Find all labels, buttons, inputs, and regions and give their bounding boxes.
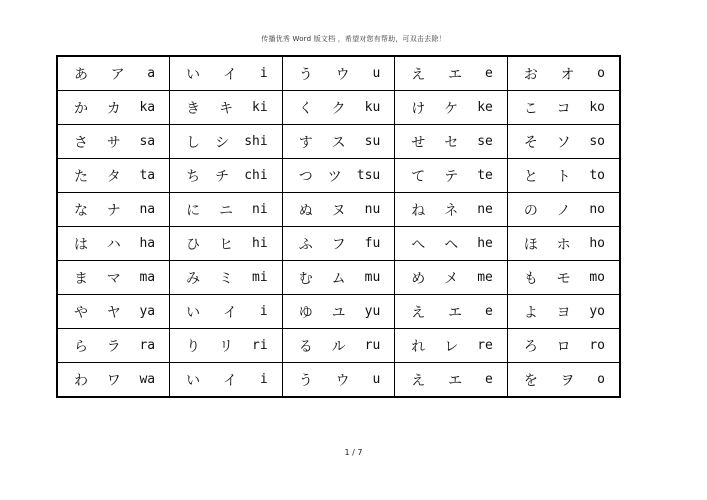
romaji-text: i (259, 304, 268, 319)
kana-cell-content (170, 200, 282, 220)
kana-cell (170, 159, 283, 193)
table-row (57, 159, 620, 193)
hiragana-text: な (74, 202, 88, 219)
romaji-text: mo (589, 270, 605, 285)
romaji-text: na (139, 202, 156, 217)
kana-cell-content (283, 98, 395, 118)
hiragana-text: は (74, 236, 88, 253)
kana-cell (507, 363, 620, 398)
romaji-text: he (477, 236, 493, 251)
katakana-text: ト (556, 168, 571, 185)
kana-cell-content (58, 302, 169, 322)
romaji-text: chi (244, 168, 268, 183)
katakana-text: ニ (219, 202, 234, 219)
kana-cell-content (170, 336, 282, 356)
katakana-text: レ (444, 338, 459, 355)
kana-cell-content (508, 336, 619, 356)
romaji-text: ro (589, 338, 605, 353)
kana-cell (282, 363, 395, 398)
romaji-text: ya (139, 304, 156, 319)
romaji-text: wa (139, 372, 156, 387)
romaji-text: e (485, 304, 493, 319)
kana-cell (395, 125, 508, 159)
document-header-note: 传播优秀 Word 版文档 ，希望对您有帮助，可双击去除！ (261, 35, 446, 43)
kana-cell-content (283, 268, 395, 288)
romaji-text: mu (364, 270, 381, 285)
katakana-text: ノ (556, 202, 571, 219)
romaji-text: ta (139, 168, 156, 183)
hiragana-text: そ (523, 134, 538, 151)
kana-cell (395, 329, 508, 363)
kana-cell-content (508, 268, 619, 288)
romaji-text: ho (589, 236, 605, 251)
hiragana-text: お (523, 66, 538, 83)
kana-cell (282, 56, 395, 91)
romaji-text: ke (477, 100, 493, 115)
kana-cell (395, 159, 508, 193)
hiragana-text: ほ (523, 236, 538, 253)
hiragana-text: し (186, 134, 201, 151)
hiragana-text: り (186, 338, 201, 355)
hiragana-text: え (411, 304, 426, 321)
hiragana-text: き (186, 100, 201, 117)
kana-cell (57, 295, 170, 329)
katakana-text: ク (331, 100, 346, 117)
hiragana-text: か (74, 100, 88, 117)
romaji-text: so (589, 134, 605, 149)
kana-cell-content (170, 132, 282, 152)
katakana-text: タ (106, 168, 121, 185)
kana-cell (170, 125, 283, 159)
kana-cell-content (283, 234, 395, 254)
romaji-text: ma (139, 270, 156, 285)
hiragana-text: ひ (186, 236, 201, 253)
hiragana-text: ま (74, 270, 88, 287)
kana-cell (395, 227, 508, 261)
romaji-text: ki (252, 100, 268, 115)
kana-cell-content (508, 302, 619, 322)
katakana-text: ヘ (444, 236, 459, 253)
katakana-text: イ (222, 372, 237, 389)
romaji-text: shi (244, 134, 268, 149)
hiragana-text: れ (411, 338, 426, 355)
kana-cell (395, 295, 508, 329)
katakana-text: テ (444, 168, 459, 185)
hiragana-text: て (411, 168, 426, 185)
romaji-text: mi (252, 270, 268, 285)
katakana-text: ホ (556, 236, 571, 253)
kana-cell (507, 227, 620, 261)
katakana-text: ス (331, 134, 346, 151)
hiragana-text: う (298, 372, 313, 389)
katakana-text: ア (110, 66, 125, 83)
table-row (57, 91, 620, 125)
romaji-text: ra (139, 338, 156, 353)
hiragana-text: み (186, 270, 201, 287)
kana-cell (170, 193, 283, 227)
table-row (57, 329, 620, 363)
hiragana-text: ぬ (298, 202, 313, 219)
kana-cell (170, 261, 283, 295)
kana-cell-content (58, 268, 169, 288)
romaji-text: ru (364, 338, 381, 353)
hiragana-text: つ (298, 168, 313, 185)
romaji-text: te (477, 168, 493, 183)
table-row (57, 261, 620, 295)
kana-cell-content (395, 234, 507, 254)
kana-cell (507, 125, 620, 159)
romaji-text: i (259, 372, 268, 387)
katakana-text: ツ (327, 168, 342, 185)
romaji-text: ri (252, 338, 268, 353)
kana-cell-content (508, 132, 619, 152)
hiragana-text: い (186, 304, 201, 321)
kana-cell (57, 91, 170, 125)
hiragana-text: え (411, 66, 426, 83)
hiragana-text: く (298, 100, 313, 117)
hiragana-text: う (298, 66, 313, 83)
katakana-text: セ (444, 134, 459, 151)
hiragana-text: に (186, 202, 201, 219)
kana-cell-content (395, 370, 507, 390)
hiragana-text: も (523, 270, 538, 287)
kana-cell (57, 193, 170, 227)
kana-cell-content (58, 98, 169, 118)
kana-cell-content (283, 302, 395, 322)
romaji-text: ne (477, 202, 493, 217)
romaji-text: a (147, 66, 156, 81)
kana-cell-content (395, 64, 507, 84)
kana-cell-content (508, 98, 619, 118)
hiragana-text: ふ (298, 236, 313, 253)
kana-cell-content (283, 132, 395, 152)
romaji-text: yo (589, 304, 605, 319)
kana-table-body (57, 56, 620, 397)
katakana-text: オ (560, 66, 575, 83)
kana-cell-content (508, 200, 619, 220)
kana-cell (395, 91, 508, 125)
kana-cell-content (170, 64, 282, 84)
kana-cell (170, 227, 283, 261)
katakana-text: ヒ (219, 236, 234, 253)
katakana-text: ナ (106, 202, 121, 219)
kana-cell (170, 91, 283, 125)
hiragana-text: い (186, 66, 201, 83)
hiragana-text: あ (74, 66, 88, 83)
kana-cell-content (283, 336, 395, 356)
romaji-text: se (477, 134, 493, 149)
katakana-text: ム (331, 270, 346, 287)
kana-cell (57, 261, 170, 295)
katakana-text: エ (448, 66, 463, 83)
kana-cell (507, 193, 620, 227)
katakana-text: コ (556, 100, 571, 117)
kana-cell-content (395, 200, 507, 220)
katakana-text: ヲ (560, 372, 575, 389)
romaji-text: ko (589, 100, 605, 115)
katakana-text: カ (106, 100, 121, 117)
katakana-text: モ (556, 270, 571, 287)
kana-cell (507, 329, 620, 363)
kana-cell (395, 56, 508, 91)
kana-cell (170, 329, 283, 363)
kana-cell-content (58, 234, 169, 254)
kana-cell-content (58, 64, 169, 84)
romaji-text: e (485, 66, 493, 81)
kana-cell (395, 193, 508, 227)
katakana-text: ラ (106, 338, 121, 355)
kana-cell (57, 363, 170, 398)
kana-cell (507, 261, 620, 295)
hiragana-text: わ (74, 372, 88, 389)
katakana-text: マ (106, 270, 121, 287)
hiragana-text: え (411, 372, 426, 389)
kana-chart-table (56, 55, 621, 398)
katakana-text: エ (448, 304, 463, 321)
page-number: 1 / 7 (344, 448, 363, 457)
romaji-text: ha (139, 236, 156, 251)
kana-cell-content (170, 268, 282, 288)
katakana-text: フ (331, 236, 346, 253)
hiragana-text: と (523, 168, 538, 185)
hiragana-text: ら (74, 338, 88, 355)
kana-cell (282, 261, 395, 295)
table-row (57, 295, 620, 329)
romaji-text: ni (252, 202, 268, 217)
hiragana-text: む (298, 270, 313, 287)
kana-cell-content (170, 370, 282, 390)
romaji-text: o (597, 372, 605, 387)
katakana-text: メ (444, 270, 459, 287)
hiragana-text: よ (523, 304, 538, 321)
kana-cell (170, 56, 283, 91)
hiragana-text: こ (523, 100, 538, 117)
hiragana-text: ち (186, 168, 201, 185)
katakana-text: ル (331, 338, 346, 355)
hiragana-text: い (186, 372, 201, 389)
hiragana-text: す (298, 134, 313, 151)
katakana-text: ワ (106, 372, 121, 389)
romaji-text: i (259, 66, 268, 81)
hiragana-text: へ (411, 236, 426, 253)
table-row (57, 56, 620, 91)
hiragana-text: さ (74, 134, 88, 151)
kana-cell (282, 91, 395, 125)
kana-cell-content (508, 370, 619, 390)
romaji-text: to (589, 168, 605, 183)
kana-cell (57, 125, 170, 159)
romaji-text: u (372, 372, 381, 387)
kana-cell-content (58, 336, 169, 356)
kana-cell-content (170, 166, 282, 186)
kana-cell (57, 329, 170, 363)
katakana-text: シ (215, 134, 230, 151)
kana-cell (57, 56, 170, 91)
hiragana-text: る (298, 338, 313, 355)
hiragana-text: を (523, 372, 538, 389)
hiragana-text: ね (411, 202, 426, 219)
kana-cell (282, 227, 395, 261)
kana-cell-content (508, 166, 619, 186)
kana-cell-content (395, 302, 507, 322)
katakana-text: ヌ (331, 202, 346, 219)
katakana-text: ミ (219, 270, 234, 287)
romaji-text: hi (252, 236, 268, 251)
kana-cell-content (58, 200, 169, 220)
kana-cell-content (508, 64, 619, 84)
romaji-text: yu (364, 304, 381, 319)
table-row (57, 227, 620, 261)
kana-cell (282, 125, 395, 159)
romaji-text: me (477, 270, 493, 285)
kana-cell-content (508, 234, 619, 254)
romaji-text: ka (139, 100, 156, 115)
katakana-text: ウ (335, 66, 350, 83)
kana-cell-content (58, 132, 169, 152)
kana-cell (507, 295, 620, 329)
kana-cell (507, 159, 620, 193)
katakana-text: ケ (444, 100, 459, 117)
kana-cell (282, 329, 395, 363)
kana-cell (170, 295, 283, 329)
kana-cell-content (58, 166, 169, 186)
katakana-text: キ (219, 100, 234, 117)
kana-cell-content (395, 132, 507, 152)
katakana-text: ヤ (106, 304, 121, 321)
romaji-text: re (477, 338, 493, 353)
hiragana-text: ゆ (298, 304, 313, 321)
kana-cell-content (395, 98, 507, 118)
hiragana-text: や (74, 304, 88, 321)
katakana-text: ソ (556, 134, 571, 151)
kana-cell-content (170, 98, 282, 118)
kana-cell-content (170, 302, 282, 322)
romaji-text: e (485, 372, 493, 387)
romaji-text: u (372, 66, 381, 81)
kana-cell (170, 363, 283, 398)
katakana-text: ヨ (556, 304, 571, 321)
kana-cell-content (58, 370, 169, 390)
romaji-text: fu (364, 236, 381, 251)
romaji-text: tsu (356, 168, 381, 183)
hiragana-text: た (74, 168, 88, 185)
katakana-text: リ (219, 338, 234, 355)
kana-cell-content (283, 64, 395, 84)
kana-cell (282, 295, 395, 329)
hiragana-text: せ (411, 134, 426, 151)
hiragana-text: め (411, 270, 426, 287)
katakana-text: ユ (331, 304, 346, 321)
romaji-text: nu (364, 202, 381, 217)
romaji-text: no (589, 202, 605, 217)
kana-cell (395, 363, 508, 398)
kana-cell-content (283, 370, 395, 390)
kana-cell-content (170, 234, 282, 254)
katakana-text: ネ (444, 202, 459, 219)
romaji-text: ku (364, 100, 381, 115)
kana-cell (507, 56, 620, 91)
hiragana-text: ろ (523, 338, 538, 355)
hiragana-text: け (411, 100, 426, 117)
katakana-text: チ (215, 168, 230, 185)
romaji-text: su (364, 134, 381, 149)
kana-cell-content (395, 336, 507, 356)
kana-cell (395, 261, 508, 295)
katakana-text: ハ (106, 236, 121, 253)
kana-cell-content (395, 268, 507, 288)
table-row (57, 363, 620, 398)
kana-cell-content (283, 200, 395, 220)
katakana-text: エ (448, 372, 463, 389)
table-row (57, 125, 620, 159)
kana-cell-content (395, 166, 507, 186)
kana-cell (57, 227, 170, 261)
kana-cell-content (283, 166, 395, 186)
kana-cell (282, 159, 395, 193)
table-row (57, 193, 620, 227)
katakana-text: ウ (335, 372, 350, 389)
katakana-text: イ (222, 304, 237, 321)
katakana-text: イ (222, 66, 237, 83)
hiragana-text: の (523, 202, 538, 219)
romaji-text: sa (139, 134, 156, 149)
romaji-text: o (597, 66, 605, 81)
kana-cell (57, 159, 170, 193)
katakana-text: サ (106, 134, 121, 151)
katakana-text: ロ (556, 338, 571, 355)
kana-cell (507, 91, 620, 125)
kana-cell (282, 193, 395, 227)
